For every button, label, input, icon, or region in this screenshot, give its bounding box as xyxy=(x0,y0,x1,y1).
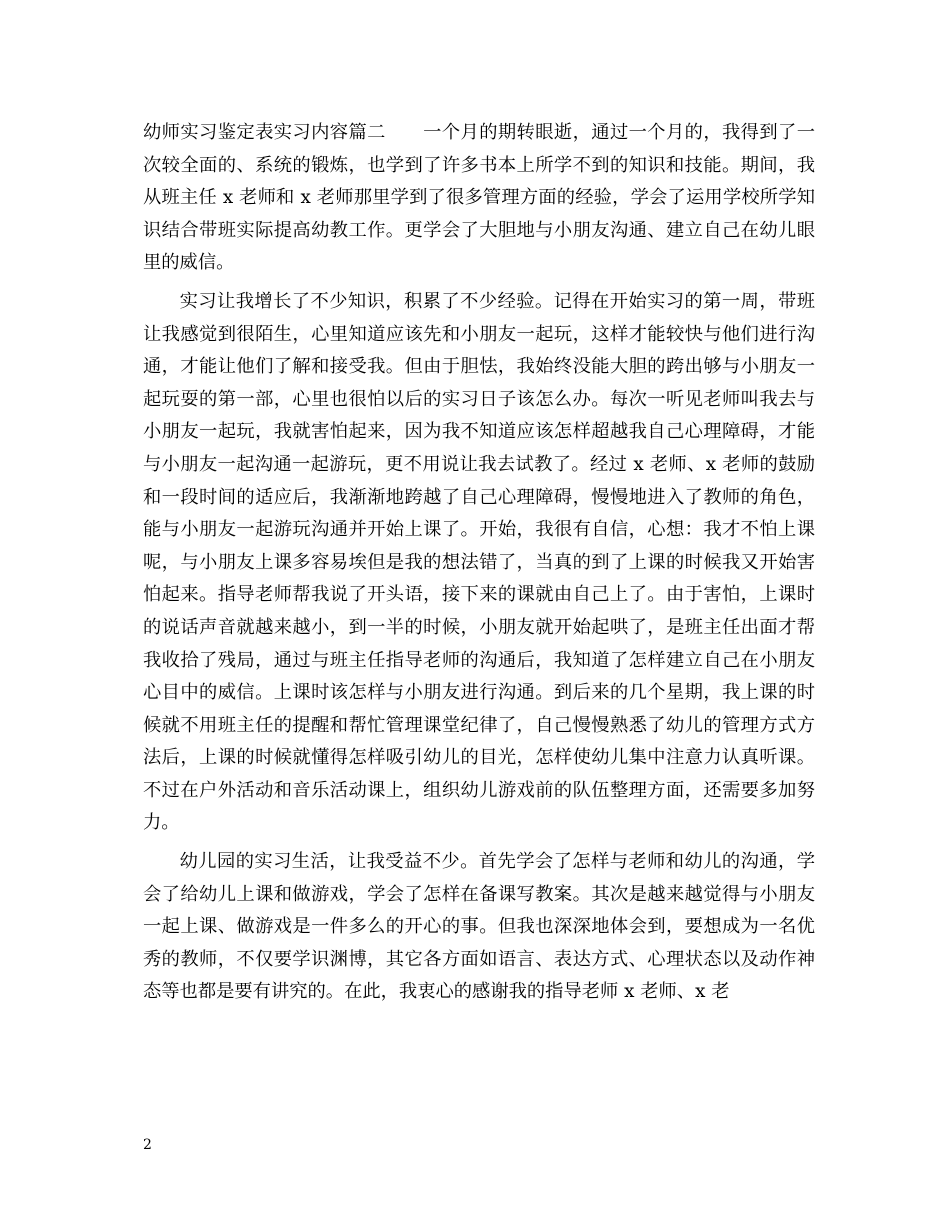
paragraph-2: 实习让我增长了不少知识，积累了不少经验。记得在开始实习的第一周，带班让我感觉到很陌生，心里知道应该先和小朋友一起玩，这样才能较快与他们进行沟通，才能让他们了解和接受我。但由于胆怯，我始终没能大胆的跨出够与小朋友一起玩耍的第一部，心里也很怕以后的实习日子该怎么办。每次一听见老师叫我去与小朋友一起玩，我就害怕起来，因为我不知道应该怎样超越我自己心理障碍，才能与小朋友一起沟通一起游玩，更不用说让我去试教了。经过 x 老师、x 老师的鼓励和一段时间的适应后，我渐渐地跨越了自己心理障碍，慢慢地进入了教师的角色，能与小朋友一起游玩沟通并开始上课了。开始，我很有自信，心想：我才不怕上课呢，与小朋友上课多容易埃但是我的想法错了，当真的到了上课的时候我又开始害怕起来。指导老师帮我说了开头语，接下来的课就由自己上了。由于害怕，上课时的说话声音就越来越小，到一半的时候，小朋友就开始起哄了，是班主任出面才帮我收拾了残局，通过与班主任指导老师的沟通后，我知道了怎样建立自己在小朋友心目中的威信。上课时该怎样与小朋友进行沟通。到后来的几个星期，我上课的时候就不用班主任的提醒和帮忙管理课堂纪律了，自己慢慢熟悉了幼儿的管理方式方法后，上课的时候就懂得怎样吸引幼儿的目光，怎样使幼儿集中注意力认真听课。不过在户外活动和音乐活动课上，组织幼儿游戏前的队伍整理方面，还需要多加努力。 xyxy=(143,290,815,834)
page-number: 2 xyxy=(143,1137,152,1153)
paragraph-3: 幼儿园的实习生活，让我受益不少。首先学会了怎样与老师和幼儿的沟通，学会了给幼儿上课和做游戏，学会了怎样在备课写教案。其次是越来越觉得与小朋友一起上课、做游戏是一件多么的开心的事。但我也深深地体会到，要想成为一名优秀的教师，不仅要学识渊博，其它各方面如语言、表达方式、心理状态以及动作神态等也都是要有讲究的。在此，我衷心的感谢我的指导老师 x 老师、x 老 xyxy=(143,851,815,1003)
paragraph-1: 幼师实习鉴定表实习内容篇二 一个月的期转眼逝，通过一个月的，我得到了一次较全面的、系统的锻炼，也学到了许多书本上所学不到的知识和技能。期间，我从班主任 x 老师和 x 老师那里学到了很多管理方面的经验，学会了运用学校所学知识结合带班实际提高幼教工作。更学会了大胆地与小朋友沟通、建立自己在幼儿眼里的威信。 xyxy=(143,122,815,274)
document-body xyxy=(143,117,815,1009)
